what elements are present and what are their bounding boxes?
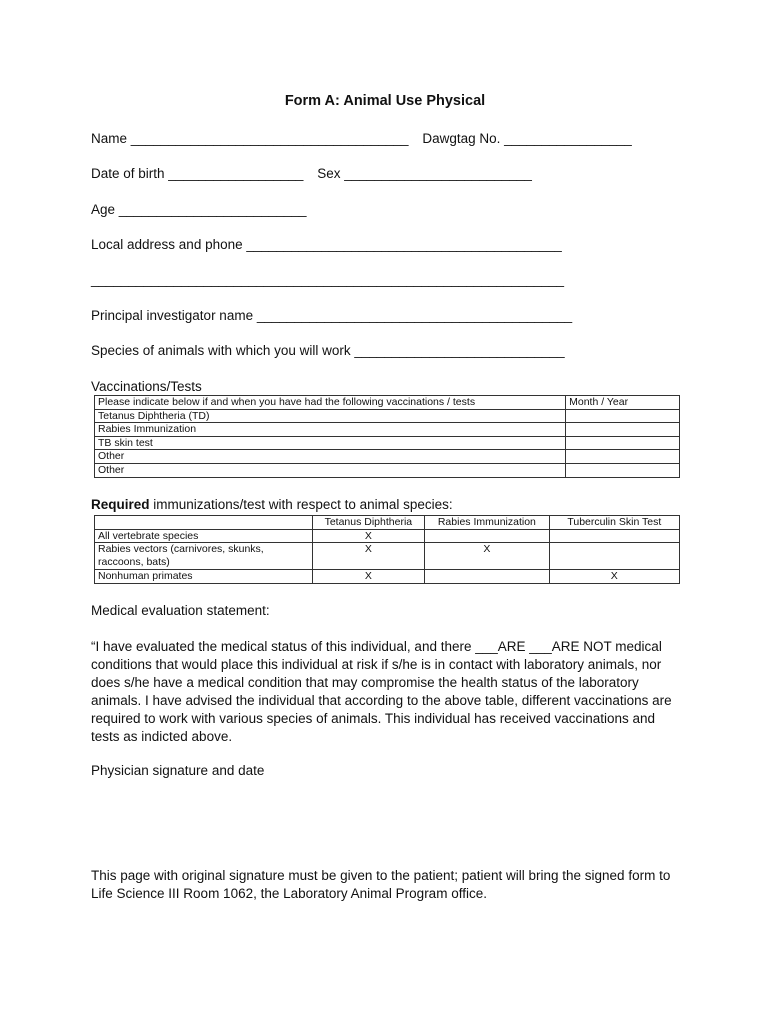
table-header-row xyxy=(95,396,680,410)
tetanus-cell: X xyxy=(312,543,424,570)
dob-field[interactable]: Date of birth __________________ xyxy=(91,166,304,181)
rabies-cell xyxy=(425,529,550,543)
vaccination-name: Tetanus Diphtheria (TD) xyxy=(95,409,566,423)
table-row xyxy=(95,463,680,477)
vaccination-name: TB skin test xyxy=(95,436,566,450)
species-cell: Nonhuman primates xyxy=(95,570,313,584)
tetanus-header: Tetanus Diphtheria xyxy=(312,516,424,530)
dawgtag-field[interactable]: Dawgtag No. _________________ xyxy=(422,131,632,146)
tuberculin-cell xyxy=(549,543,679,570)
tetanus-cell: X xyxy=(312,570,424,584)
month-year-cell[interactable] xyxy=(566,423,680,437)
table-row xyxy=(95,529,680,543)
vaccination-name: Rabies Immunization xyxy=(95,423,566,437)
dob-row xyxy=(91,166,532,181)
name-row xyxy=(91,131,632,146)
tuberculin-header: Tuberculin Skin Test xyxy=(549,516,679,530)
address-field-line2[interactable]: _______________________________________________________________ xyxy=(91,272,565,287)
sex-field[interactable]: Sex _________________________ xyxy=(317,166,532,181)
tetanus-cell: X xyxy=(312,529,424,543)
table-row xyxy=(95,450,680,464)
age-field[interactable]: Age _________________________ xyxy=(91,202,307,217)
rabies-cell: X xyxy=(425,543,550,570)
rabies-cell xyxy=(425,570,550,584)
vaccination-name: Other xyxy=(95,463,566,477)
table-row xyxy=(95,409,680,423)
table-row xyxy=(95,423,680,437)
table-row xyxy=(95,543,680,570)
name-field[interactable]: Name _____________________________________ xyxy=(91,131,409,146)
species-cell: Rabies vectors (carnivores, skunks, raccoons, bats) xyxy=(95,543,313,570)
required-heading-bold: Required xyxy=(91,497,150,512)
month-year-header: Month / Year xyxy=(566,396,680,410)
month-year-cell[interactable] xyxy=(566,409,680,423)
species-header xyxy=(95,516,313,530)
address-field[interactable]: Local address and phone __________________________________________ xyxy=(91,237,562,252)
month-year-cell[interactable] xyxy=(566,450,680,464)
species-field[interactable]: Species of animals with which you will work ____________________________ xyxy=(91,343,565,358)
month-year-cell[interactable] xyxy=(566,463,680,477)
species-cell: All vertebrate species xyxy=(95,529,313,543)
rabies-header: Rabies Immunization xyxy=(425,516,550,530)
table-header-row xyxy=(95,516,680,530)
pi-name-field[interactable]: Principal investigator name __________________________________________ xyxy=(91,308,573,323)
vaccinations-instruction: Please indicate below if and when you have had the following vaccinations / tests xyxy=(95,396,566,410)
tuberculin-cell xyxy=(549,529,679,543)
table-row xyxy=(95,570,680,584)
form-title: Form A: Animal Use Physical xyxy=(284,93,486,109)
required-heading xyxy=(91,497,453,512)
vaccination-name: Other xyxy=(95,450,566,464)
medical-statement: “I have evaluated the medical status of this individual, and there ___ARE ___ARE NOT medical conditions that would place this individual at risk if s/he is in contact with laboratory animals, nor does s/he have a medical condition that may compromise the health status of the laboratory animals. I have advised the individual that according to the above table, different vaccinations are required to work with various species of animals. This individual has received vaccinations and tests as indicted above. xyxy=(91,639,672,744)
vaccinations-heading: Vaccinations/Tests xyxy=(91,379,202,394)
table-row xyxy=(95,436,680,450)
footer-note: This page with original signature must be given to the patient; patient will bring the signed form to Life Science III Room 1062, the Laboratory Animal Program office. xyxy=(91,868,671,901)
physician-signature-label: Physician signature and date xyxy=(91,763,265,778)
tuberculin-cell: X xyxy=(549,570,679,584)
medical-evaluation-heading: Medical evaluation statement: xyxy=(91,603,270,618)
vaccinations-table xyxy=(94,395,680,478)
month-year-cell[interactable] xyxy=(566,436,680,450)
required-heading-rest: immunizations/test with respect to animal species: xyxy=(149,497,453,512)
required-immunizations-table xyxy=(94,515,680,584)
